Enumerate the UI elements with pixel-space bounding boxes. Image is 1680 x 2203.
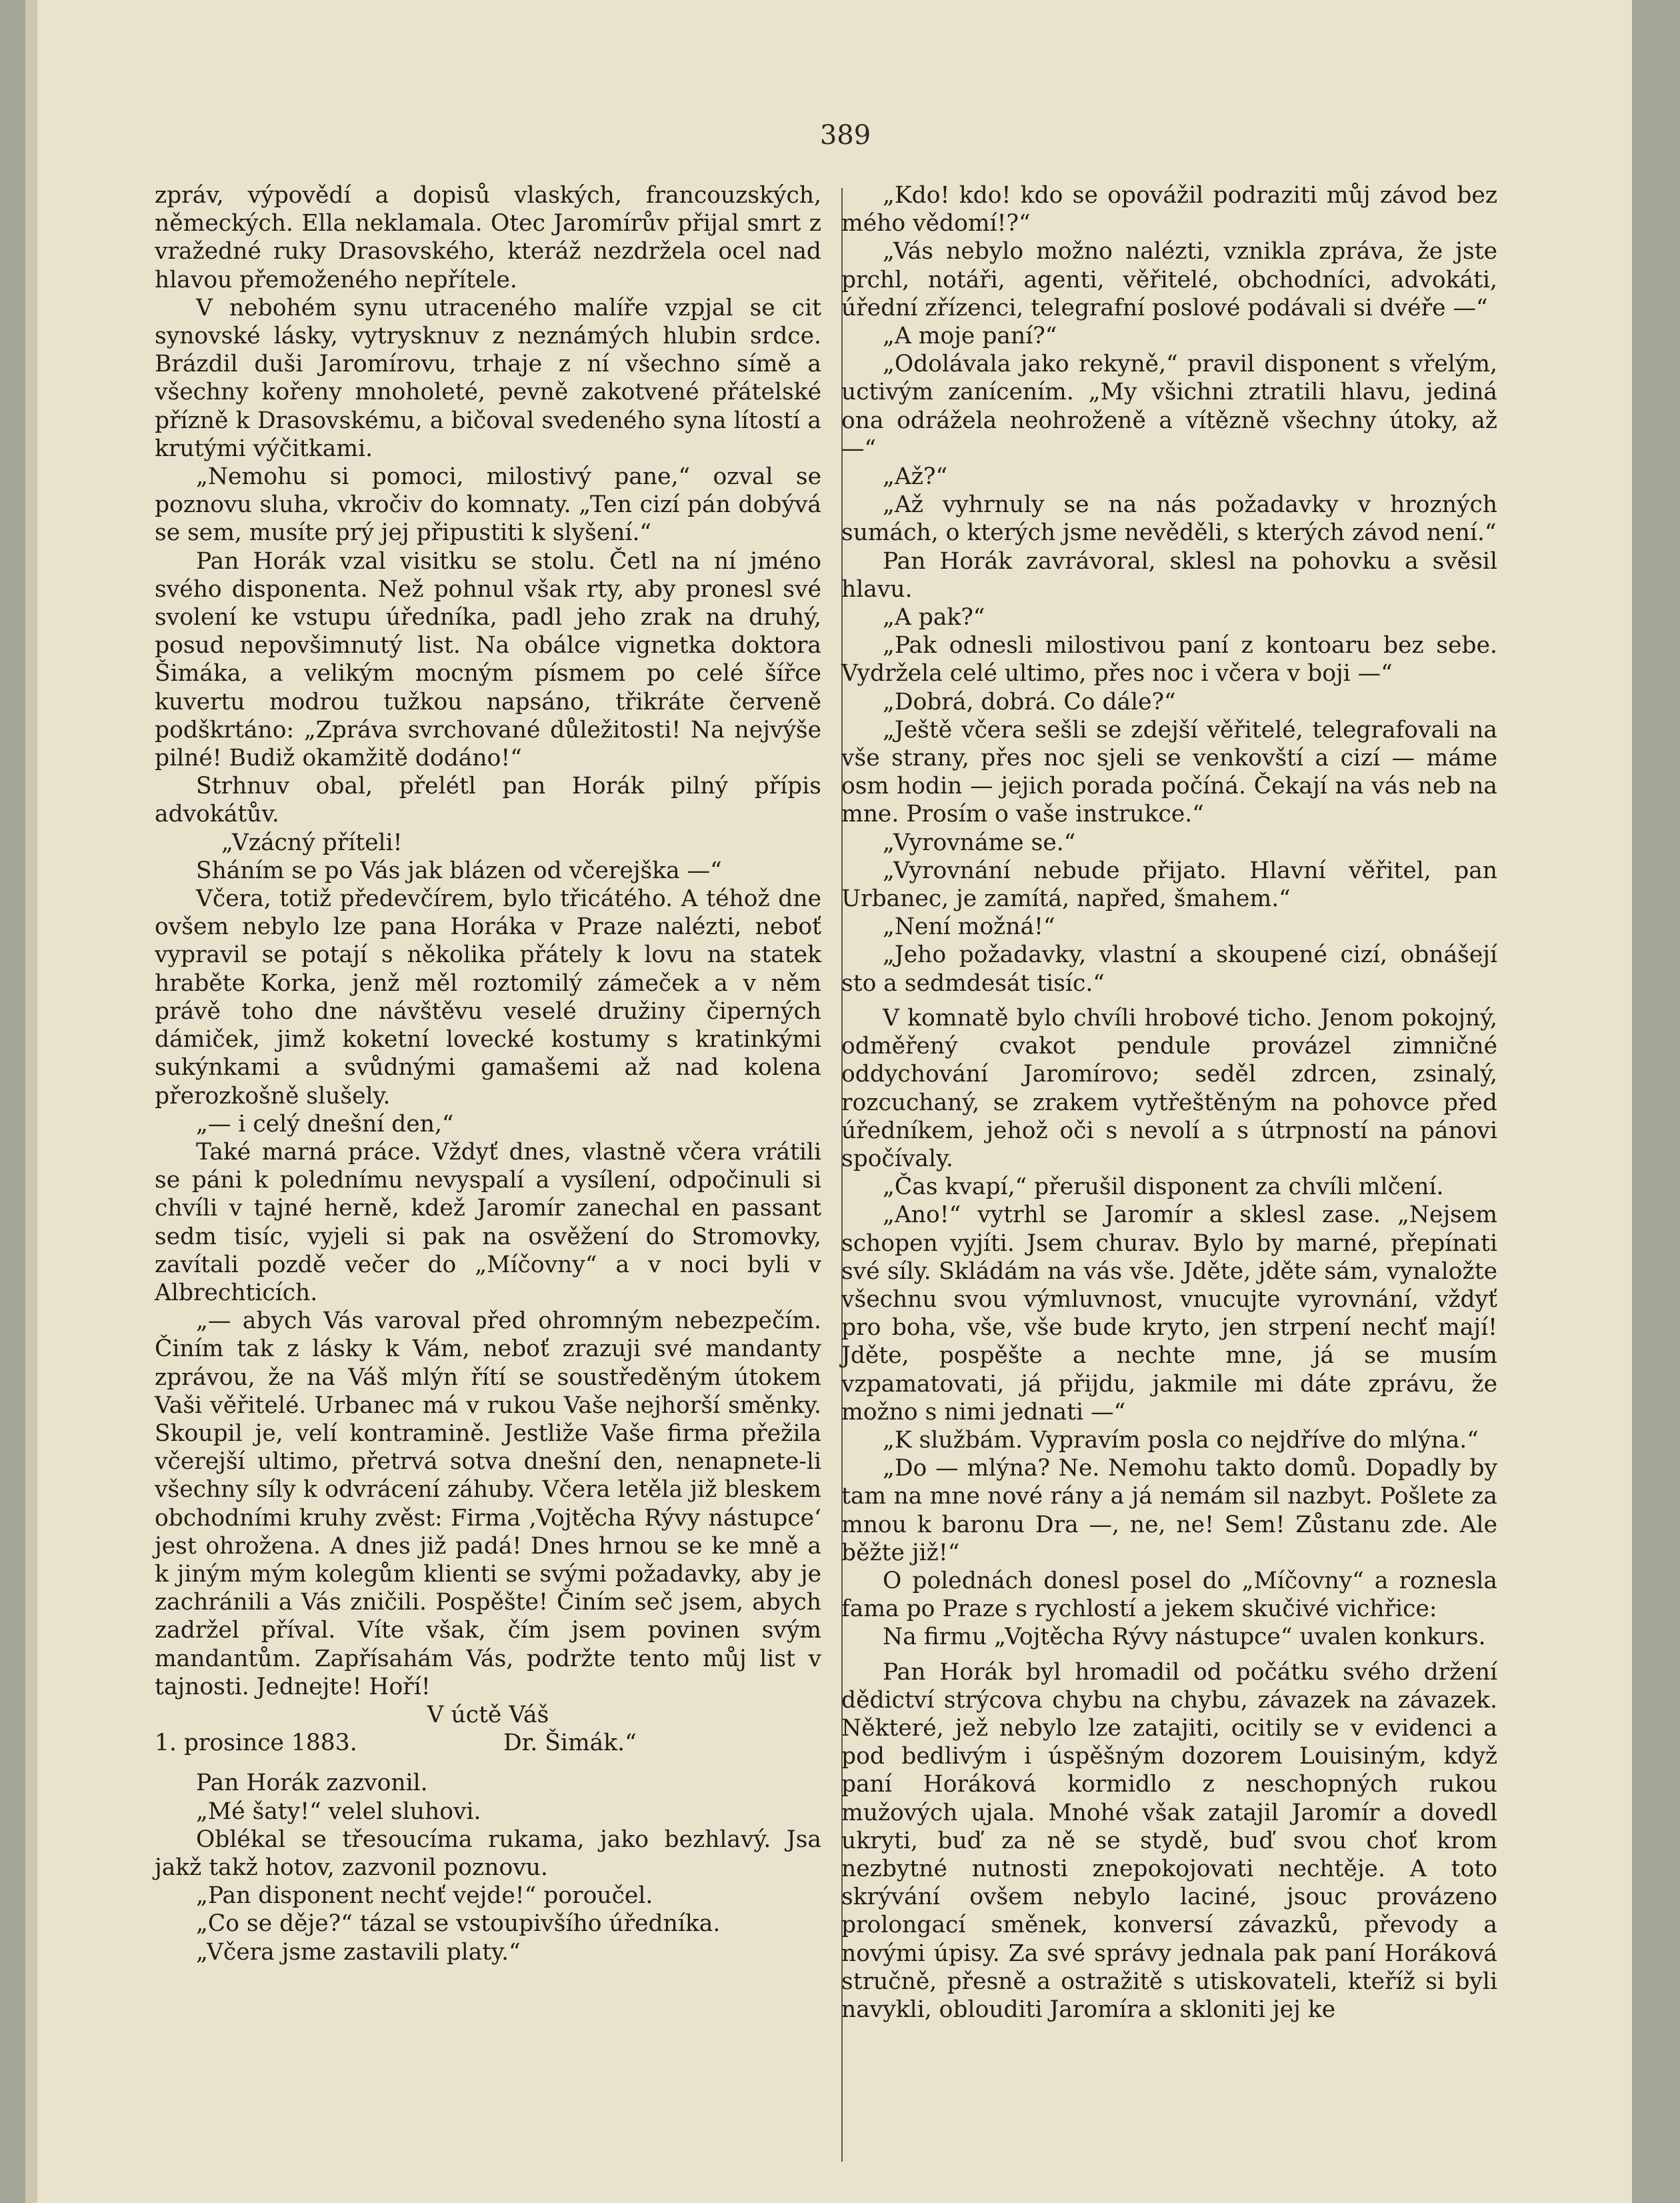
paragraph: Pan Horák byl hromadil od počátku svého držení dědictví strýcova chybu na chybu, závazek na závazek. Některé, jež nebylo lze zatajiti, ocitily se v evidenci a pod bedlivým i úspěšným dozorem Louisiným, když paní Horáková kormidlo z neschopných rukou mužových ujala. Mnohé však zatajil Jaromír a dovedl ukryti, buď za ně se stydě, buď svou choť krom nezbytné nutnosti znepokojovati nechtěje. A toto skrývání ovšem nebylo laciné, jsouc provázeno prolongací směnek, konversí závazků, převody a novými úpisy. Za své správy jednala pak paní Horáková stručně, přesně a ostražitě s utiskovateli, kteříž si byli navykli, oblouditi Jaromíra a skloniti jej ke [841,1658,1497,2023]
paragraph: Oblékal se třesoucíma rukama, jako bezhlavý. Jsa jakž takž hotov, zazvonil poznovu. [155,1826,821,1881]
paragraph: „Vzácný příteli! [221,829,403,856]
paragraph: „— abych Vás varoval před ohromným nebezpečím. Činím tak z lásky k Vám, neboť zrazuji své mandanty zprávou, že na Váš mlýn řítí se soustředěným útokem Vaši věřitelé. Urbanec má v rukou Vaše nejhorší směnky. Skoupil je, velí kontramině. Jestliže Vaše firma přežila včerejší ultimo, přetrvá sotva dnešní den, nenapnete-li všechny síly k odvrácení záhuby. Včera letěla již bleskem obchodními kruhy zvěst: Firma ‚Vojtěcha Rývy nástupce‘ jest ohrožena. A dnes již padá! Dnes hrnou se ke mně a k jiným mým kolegům klienti se svými požadavky, aby je zachránili a Vás zničili. Pospěšte! Činím seč jsem, abych zadržel příval. Víte však, čím jsem povinen svým mandantům. Zapřísahám Vás, podržte tento můj list v tajnosti. Jednejte! Hoří! [155,1308,821,1700]
paragraph: „A pak?“ [883,604,985,631]
paragraph: „— i celý dnešní den,“ [196,1110,454,1138]
right-column [841,181,1497,2024]
paragraph: „Včera jsme zastavili platy.“ [196,1938,521,1966]
paragraph: „Nemohu si pomoci, milostivý pane,“ ozval se poznovu sluha, vkročiv do komnaty. „Ten cizí pán dobývá se sem, musíte prý jej připustiti k slyšení.“ [155,463,821,547]
page-number: 389 [819,120,871,151]
paragraph: „Ano!“ vytrhl se Jaromír a sklesl zase. „Nejsem schopen vyjíti. Jsem churav. Bylo by marné, přepínati své síly. Skládám na vás vše. Jděte, jděte sám, vynaložte všechnu svou výmluvnost, vnucujte vyrovnání, vždyť pro boha, vše, vše bude kryto, jen strpení nechť mají! Jděte, pospěšte a nechte mne, já se musím vzpamatovati, já přijdu, jakmile mi dáte zprávu, že možno s nimi jednati —“ [841,1202,1497,1426]
paragraph: „Do — mlýna? Ne. Nemohu takto domů. Dopadly by tam na mne nové rány a já nemám sil nazbyt. Pošlete za mnou k baronu Dra —, ne, ne! Sem! Zůstanu zde. Ale běžte již!“ [841,1455,1497,1566]
paragraph: „Až vyhrnuly se na nás požadavky v hrozných sumách, o kterých jsme nevěděli, s kterých závod není.“ [841,491,1497,547]
paragraph: „Jeho požadavky, vlastní a skoupené cizí, obnášejí sto a sedmdesát tisíc.“ [841,941,1497,997]
paragraph: O polednách donesl posel do „Míčovny“ a roznesla fama po Praze s rychlostí a jekem skučivé vichřice: [841,1567,1497,1623]
paragraph-spacer [155,1757,821,1769]
paragraph: „Mé šaty!“ velel sluhovi. [196,1798,481,1825]
binding-gutter [25,0,37,2203]
paragraph: Strhnuv obal, přelétl pan Horák pilný přípis advokátův. [155,773,821,828]
paragraph: „Čas kvapí,“ přerušil disponent za chvíli mlčení. [883,1174,1444,1201]
paragraph: Pan Horák vzal visitku se stolu. Četl na ní jméno svého disponenta. Než pohnul však rty, aby pronesl své svolení ke vstupu úředníka, padl jeho zrak na druhý, posud nepovšimnutý list. Na obálce vignetka doktora Šimáka, a velikým mocným písmem po celé šířce kuvertu modrou tužkou napsáno, třikráte červeně podškrtáno: „Zpráva svrchované důležitosti! Na nejvýše pilné! Budiž okamžitě dodáno!“ [155,547,821,772]
paragraph: „A moje paní?“ [883,323,1057,350]
paragraph: V úctě Váš [427,1701,549,1728]
paragraph: Včera, totiž předevčírem, bylo třicátého. A téhož dne ovšem nebylo lze pana Horáka v Praze nalézti, neboť vypravil se potají s několika přátely k lovu na statek hraběte Korka, jenž měl roztomilý zámeček a v něm právě toho dne návštěvu veselé družiny čiperných dámiček, jimž koketní lovecké kostumy s kratinkými sukýnkami a svůdnými gamašemi až nad kolena přerozkošně slušely. [155,885,821,1110]
paragraph: „Pak odnesli milostivou paní z kontoaru bez sebe. Vydržela celé ultimo, přes noc i včera v boji —“ [841,632,1497,687]
paragraph: Sháním se po Vás jak blázen od včerejška —“ [196,857,722,884]
paragraph: „Vás nebylo možno nalézti, vznikla zpráva, že jste prchl, notáři, agenti, věřitelé, obchodníci, advokáti, úřední zřízenci, telegrafní poslové podávali si dvéře —“ [841,238,1497,321]
left-column [155,181,821,1966]
paragraph-spacer [841,1652,1497,1658]
paragraph: „Co se děje?“ tázal se vstoupivšího úředníka. [196,1910,721,1938]
paragraph: „Až?“ [883,463,948,491]
paragraph: „Vyrovnání nebude přijato. Hlavní věřitel, pan Urbanec, je zamítá, napřed, šmahem.“ [841,857,1497,913]
paragraph: „Kdo! kdo! kdo se opovážil podraziti můj závod bez mého vědomí!?“ [841,182,1497,237]
paragraph: „Odolávala jako rekyně,“ pravil disponent s vřelým, uctivým zanícením. „My všichni ztratili hlavu, jediná ona odrážela neohroženě a vítězně všechny útoky, až —“ [841,351,1497,462]
paragraph: „Pan disponent nechť vejde!“ poroučel. [196,1882,653,1910]
page [25,0,1632,2203]
paragraph: Na firmu „Vojtěcha Rývy nástupce“ uvalen konkurs. [883,1624,1486,1651]
paragraph: Také marná práce. Vždyť dnes, vlastně včera vrátili se páni k polednímu nevyspalí a vysílení, odpočinuli si chvíli v tajné herně, kdež Jaromír zanechal en passant sedm tisíc, vyjeli si pak na osvěžení do Stromovky, zavítali pozdě večer do „Míčovny“ a v noci byli v Albrechticích. [155,1138,821,1306]
paragraph: „K službám. Vypravím posla co nejdříve do mlýna.“ [883,1426,1479,1454]
paragraph: V komnatě bylo chvíli hrobové ticho. Jenom pokojný, odměřený cvakot pendule provázel zimničné oddychování Jaromírovo; seděl zdrcen, zsinalý, rozcuchaný, se zrakem vytřeštěným na pohovce před úředníkem, jehož oči s nevolí a s útrpností na pánovi spočívaly. [841,1004,1497,1172]
paragraph: 1. prosince 1883. Dr. Šimák.“ [155,1730,637,1757]
paragraph-spacer [841,997,1497,1004]
paragraph: „Není možná!“ [883,913,1055,941]
paragraph: V nebohém synu utraceného malíře vzpjal se cit synovské lásky, vytrysknuv z neznámých hlubin srdce. Brázdil duši Jaromírovu, trhaje z ní všechno símě a všechny kořeny mnoholeté, pevně zakotvené přátelské přízně k Drasovskému, a bičoval svedeného syna lítostí a krutými výčitkami. [155,294,821,462]
paragraph: „Ještě včera sešli se zdejší věřitelé, telegrafovali na vše strany, přes noc sjeli se venkovští a cizí — máme osm hodin — jejich porada počíná. Čekají na vás neb na mne. Prosím o vaše instrukce.“ [841,716,1497,828]
paragraph: Pan Horák zavrávoral, sklesl na pohovku a svěsil hlavu. [841,547,1497,603]
paragraph: zpráv, výpovědí a dopisů vlaských, francouzských, německých. Ella neklamala. Otec Jaromírův přijal smrt z vražedné ruky Drasovského, kteráž nezdržela ocel nad hlavou přemoženého nepřítele. [155,182,821,293]
paragraph: „Vyrovnáme se.“ [883,829,1076,856]
paragraph: „Dobrá, dobrá. Co dále?“ [883,688,1176,715]
paragraph: Pan Horák zazvonil. [196,1770,428,1797]
